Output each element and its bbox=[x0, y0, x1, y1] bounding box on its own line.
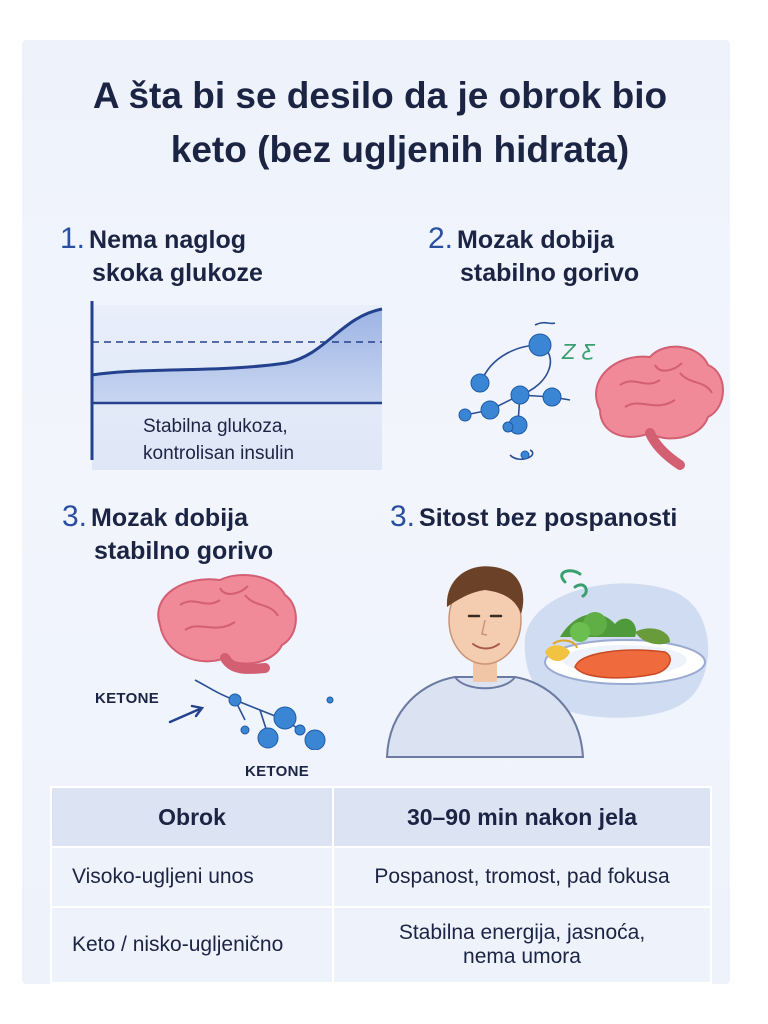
glucose-caption bbox=[143, 413, 294, 467]
header-meal: Obrok bbox=[51, 787, 333, 847]
table-row bbox=[51, 907, 711, 983]
caption-line-2: kontrolisan insulin bbox=[143, 443, 295, 464]
row-1-meal: Visoko-ugljeni unos bbox=[51, 847, 333, 907]
panel-4-line-1: Sitost bez pospanosti bbox=[419, 504, 678, 532]
row-2-effect bbox=[333, 907, 711, 983]
satiety-illustration bbox=[385, 552, 720, 762]
panel-2-line-1: Mozak dobija bbox=[457, 226, 614, 254]
molecule-brain-illustration bbox=[450, 315, 730, 475]
panel-3-heading bbox=[62, 500, 273, 568]
panel-3-number: 3. bbox=[62, 500, 88, 533]
panel-1-number: 1. bbox=[60, 222, 86, 255]
panel-2-number: 2. bbox=[428, 222, 454, 255]
table-header-row bbox=[51, 787, 711, 847]
ketone-label-2: KETONE bbox=[245, 763, 310, 780]
row-1-effect-line-1: Pospanost, tromost, pad fokusa bbox=[374, 865, 670, 888]
panel-3-line-2: stabilno gorivo bbox=[94, 537, 274, 565]
table-row bbox=[51, 847, 711, 907]
brain-icon bbox=[158, 575, 296, 669]
ketone-label-1: KETONE bbox=[95, 690, 160, 707]
panel-1-heading bbox=[60, 222, 263, 290]
row-2-effect-line-1: Stabilna energija, jasnoća, bbox=[398, 921, 646, 944]
molecule-atoms bbox=[459, 334, 561, 459]
row-2-effect-line-2: nema umora bbox=[463, 945, 581, 968]
panel-4-number: 3. bbox=[390, 500, 416, 533]
arrow-icon bbox=[168, 702, 208, 726]
row-1-effect bbox=[333, 847, 711, 907]
row-2-meal: Keto / nisko-ugljenično bbox=[51, 907, 333, 983]
panel-1-line-2: skoka glukoze bbox=[92, 259, 263, 287]
panel-1-line-1: Nema naglog bbox=[89, 226, 247, 254]
title-line-1: A šta bi se desilo da je obrok bio bbox=[92, 75, 668, 116]
caption-line-1: Stabilna glukoza, bbox=[143, 416, 288, 437]
panel-4-heading bbox=[390, 500, 677, 535]
molecule-atoms bbox=[229, 694, 333, 750]
brain-icon bbox=[596, 347, 723, 465]
panel-3-line-1: Mozak dobija bbox=[91, 504, 248, 532]
sleep-glyph: Z Ƹ bbox=[562, 340, 596, 364]
header-effect: 30–90 min nakon jela bbox=[333, 787, 711, 847]
title-line-2: keto (bez ugljenih hidrata) bbox=[170, 129, 630, 170]
panel-2-line-2: stabilno gorivo bbox=[460, 259, 640, 287]
panel-2-heading bbox=[428, 222, 639, 290]
comparison-table bbox=[50, 786, 712, 984]
